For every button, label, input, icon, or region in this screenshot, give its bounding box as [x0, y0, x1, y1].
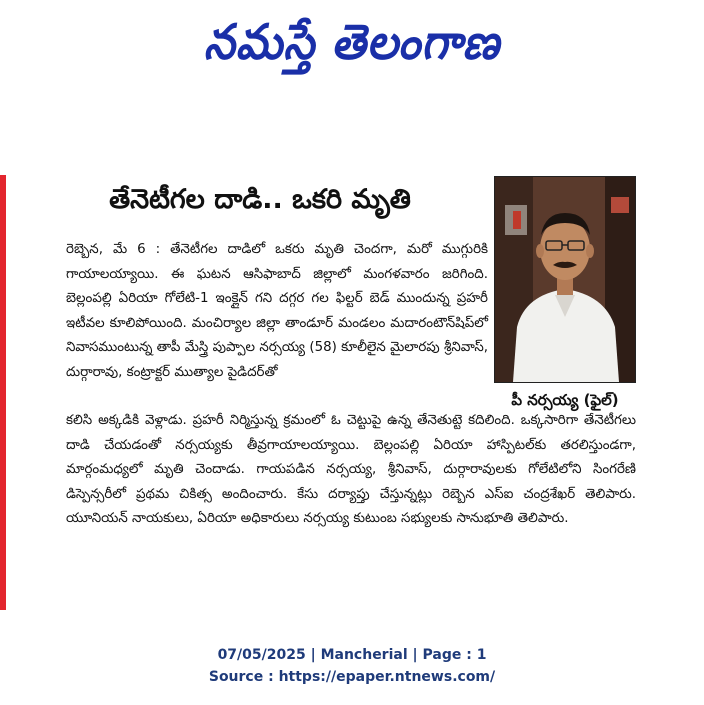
footer-source: Source : https://epaper.ntnews.com/ [208, 669, 496, 685]
accent-bar [0, 175, 6, 610]
article-photo [494, 176, 636, 383]
article-paragraph-bottom: కలిసి అక్కడికి వెళ్లాడు. ప్రహరీ నిర్మిస్తున్న క్రమంలో ఓ చెట్టుపై ఉన్న తేనెతుట్టె కదిలింది. ఒక్కసారిగా తేనెటీగలు దాడి చేయడంతో నర్సయ్యకు తీవ్రగాయాలయ్యాయి. బెల్లంపల్లి ఏరియా హాస్పిటల్‌కు తరలిస్తుండగా, మార్గంమధ్యలో మృతి చెందాడు. గాయపడిన నర్సయ్య, శ్రీనివాస్, దుర్గారావులకు గోలేటిలోని సింగరేణి డిస్పెన్సరీలో ప్రథమ చికిత్స అందించారు. కేసు దర్యాప్తు చేస్తున్నట్లు రెబ్బెన ఎస్ఐ చంద్రశేఖర్ తెలిపారు. యూనియన్ నాయకులు, ఏరియా అధికారులు నర్సయ్య కుటుంబ సభ్యులకు సానుభూతి తెలిపారు. [66, 413, 636, 526]
newspaper-masthead [0, 8, 704, 78]
page-footer [0, 644, 704, 688]
article-headline: తేనెటీగల దాడి.. ఒకరి మృతి [109, 184, 411, 215]
article-body-bottom [66, 409, 636, 532]
masthead-title: నమస్తే తెలంగాణ [203, 14, 501, 71]
person-portrait-image [495, 177, 635, 382]
article-paragraph-top: రెబ్బెన, మే 6 : తేనెటీగల దాడిలో ఒకరు మృతి చెందగా, మరో ముగ్గురికి గాయాలయ్యాయి. ఈ ఘటన ఆసిఫాబాద్ జిల్లాలో మంగళవారం జరిగింది. బెల్లంపల్లి ఏరియా గోలేటి-1 ఇంక్లైన్ గని దగ్గర గల ఫిల్టర్ బెడ్ ముందున్న ప్రహరీ ఇటీవల కూలిపోయింది. మంచిర్యాల జిల్లా తాండూర్ మండలం మదారంటౌన్‌షిప్‌లో నివాసముంటున్న తాపీ మేస్త్రి పుప్పాల నర్సయ్య (58) కూలీలైన మైలారపు శ్రీనివాస్, దుర్గారావు, కంట్రాక్టర్ ముత్యాల పైడిదర్‌తో [66, 242, 488, 380]
article-body-top [66, 238, 488, 385]
photo-caption: పీ నర్సయ్య (ఫైల్) [511, 391, 619, 409]
footer-date-edition: 07/05/2025 | Mancherial | Page : 1 [217, 647, 487, 663]
